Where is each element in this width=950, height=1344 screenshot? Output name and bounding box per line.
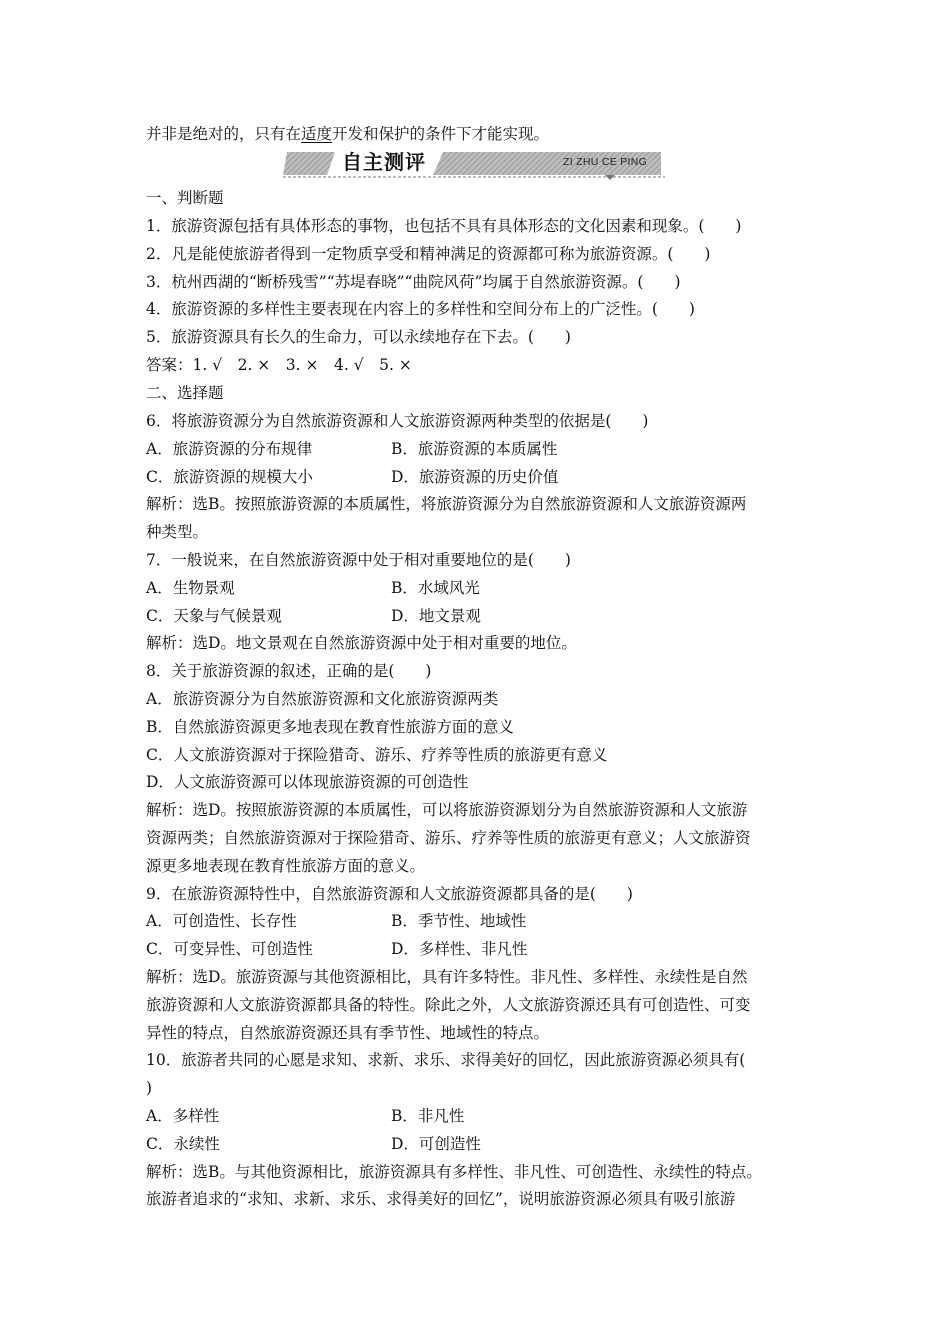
tf-question-2: 2．凡是能使旅游者得到一定物质享受和精神满足的资源都可称为旅游资源。( ) — [146, 245, 711, 263]
tf-answer: 答案：1. √ 2. × 3. × 4. √ 5. × — [146, 356, 412, 374]
intro-before: 并非是绝对的，只有在 — [146, 125, 302, 143]
section-banner — [283, 150, 665, 180]
q10-option-b: B．非凡性 — [391, 1107, 465, 1125]
q10-analysis-1: 解析：选B。与其他资源相比，旅游资源具有多样性、非凡性、可创造性、永续性的特点。 — [146, 1163, 762, 1181]
q7-option-b: B．水域风光 — [391, 579, 480, 597]
tf-question-1: 1．旅游资源包括有具体形态的事物，也包括不具有具体形态的文化因素和现象。( ) — [146, 217, 742, 235]
q10-option-d: D．可创造性 — [391, 1135, 481, 1153]
tf-question-3: 3．杭州西湖的“断桥残雪”“苏堤春晓”“曲院风荷”均属于自然旅游资源。( ) — [146, 273, 681, 291]
q7-option-a: A．生物景观 — [146, 579, 235, 597]
q10-stem-2: ) — [146, 1079, 153, 1097]
q9-option-c: C．可变异性、可创造性 — [146, 940, 313, 958]
q6-option-d: D．旅游资源的历史价值 — [391, 468, 559, 486]
intro-after: 开发和保护的条件下才能实现。 — [332, 125, 550, 143]
q9-analysis-1: 解析：选D。旅游资源与其他资源相比，具有许多特性。非凡性、多样性、永续性是自然 — [146, 968, 748, 986]
q10-option-c: C．永续性 — [146, 1135, 220, 1153]
q9-analysis-2: 旅游资源和人文旅游资源都具备的特性。除此之外，人文旅游资源还具有可创造性、可变 — [146, 996, 751, 1014]
q8-option-a: A．旅游资源分为自然旅游资源和文化旅游资源两类 — [146, 690, 499, 708]
q9-analysis-3: 异性的特点，自然旅游资源还具有季节性、地域性的特点。 — [146, 1024, 550, 1042]
q9-option-a: A．可创造性、长存性 — [146, 912, 297, 930]
q10-analysis-2: 旅游者追求的“求知、求新、求乐、求得美好的回忆”，说明旅游资源必须具有吸引旅游 — [146, 1190, 736, 1208]
q9-option-d: D．多样性、非凡性 — [391, 940, 528, 958]
q8-option-c: C．人文旅游资源对于探险猎奇、游乐、疗养等性质的旅游更有意义 — [146, 746, 608, 764]
q7-stem: 7．一般说来，在自然旅游资源中处于相对重要地位的是( ) — [146, 551, 571, 569]
q6-option-c: C．旅游资源的规模大小 — [146, 468, 313, 486]
intro-text — [146, 124, 549, 144]
tf-question-4: 4．旅游资源的多样性主要表现在内容上的多样性和空间分布上的广泛性。( ) — [146, 300, 695, 318]
banner-subtitle: ZI ZHU CE PING — [563, 156, 648, 168]
q6-stem: 6．将旅游资源分为自然旅游资源和人文旅游资源两种类型的依据是( ) — [146, 412, 649, 430]
q9-stem: 9．在旅游资源特性中，自然旅游资源和人文旅游资源都具备的是( ) — [146, 885, 633, 903]
q7-option-d: D．地文景观 — [391, 607, 481, 625]
q8-option-b: B．自然旅游资源更多地表现在教育性旅游方面的意义 — [146, 718, 514, 736]
q10-option-a: A．多样性 — [146, 1107, 220, 1125]
intro-underlined: 适度 — [301, 125, 333, 143]
tf-question-5: 5．旅游资源具有长久的生命力，可以永续地存在下去。( ) — [146, 328, 571, 346]
section1-heading: 一、判断题 — [146, 189, 224, 207]
q9-option-b: B．季节性、地域性 — [391, 912, 527, 930]
section2-heading: 二、选择题 — [146, 384, 224, 402]
banner-title: 自主测评 — [342, 150, 426, 174]
q6-option-b: B．旅游资源的本质属性 — [391, 440, 558, 458]
q8-analysis-1: 解析：选D。按照旅游资源的本质属性，可以将旅游资源划分为自然旅游资源和人文旅游 — [146, 801, 748, 819]
q6-analysis-1: 解析：选B。按照旅游资源的本质属性，将旅游资源分为自然旅游资源和人文旅游资源两 — [146, 495, 747, 513]
q10-stem-1: 10．旅游者共同的心愿是求知、求新、求乐、求得美好的回忆，因此旅游资源必须具有( — [146, 1051, 746, 1069]
q6-option-a: A．旅游资源的分布规律 — [146, 440, 313, 458]
q6-analysis-2: 种类型。 — [146, 523, 209, 541]
q8-analysis-2: 资源两类；自然旅游资源对于探险猎奇、游乐、疗养等性质的旅游更有意义；人文旅游资 — [146, 829, 751, 847]
q8-analysis-3: 源更多地表现在教育性旅游方面的意义。 — [146, 857, 426, 875]
q8-stem: 8．关于旅游资源的叙述，正确的是( ) — [146, 662, 432, 680]
q7-option-c: C．天象与气候景观 — [146, 607, 282, 625]
q8-option-d: D．人文旅游资源可以体现旅游资源的可创造性 — [146, 773, 469, 791]
q7-analysis-1: 解析：选D。地文景观在自然旅游资源中处于相对重要的地位。 — [146, 634, 577, 652]
